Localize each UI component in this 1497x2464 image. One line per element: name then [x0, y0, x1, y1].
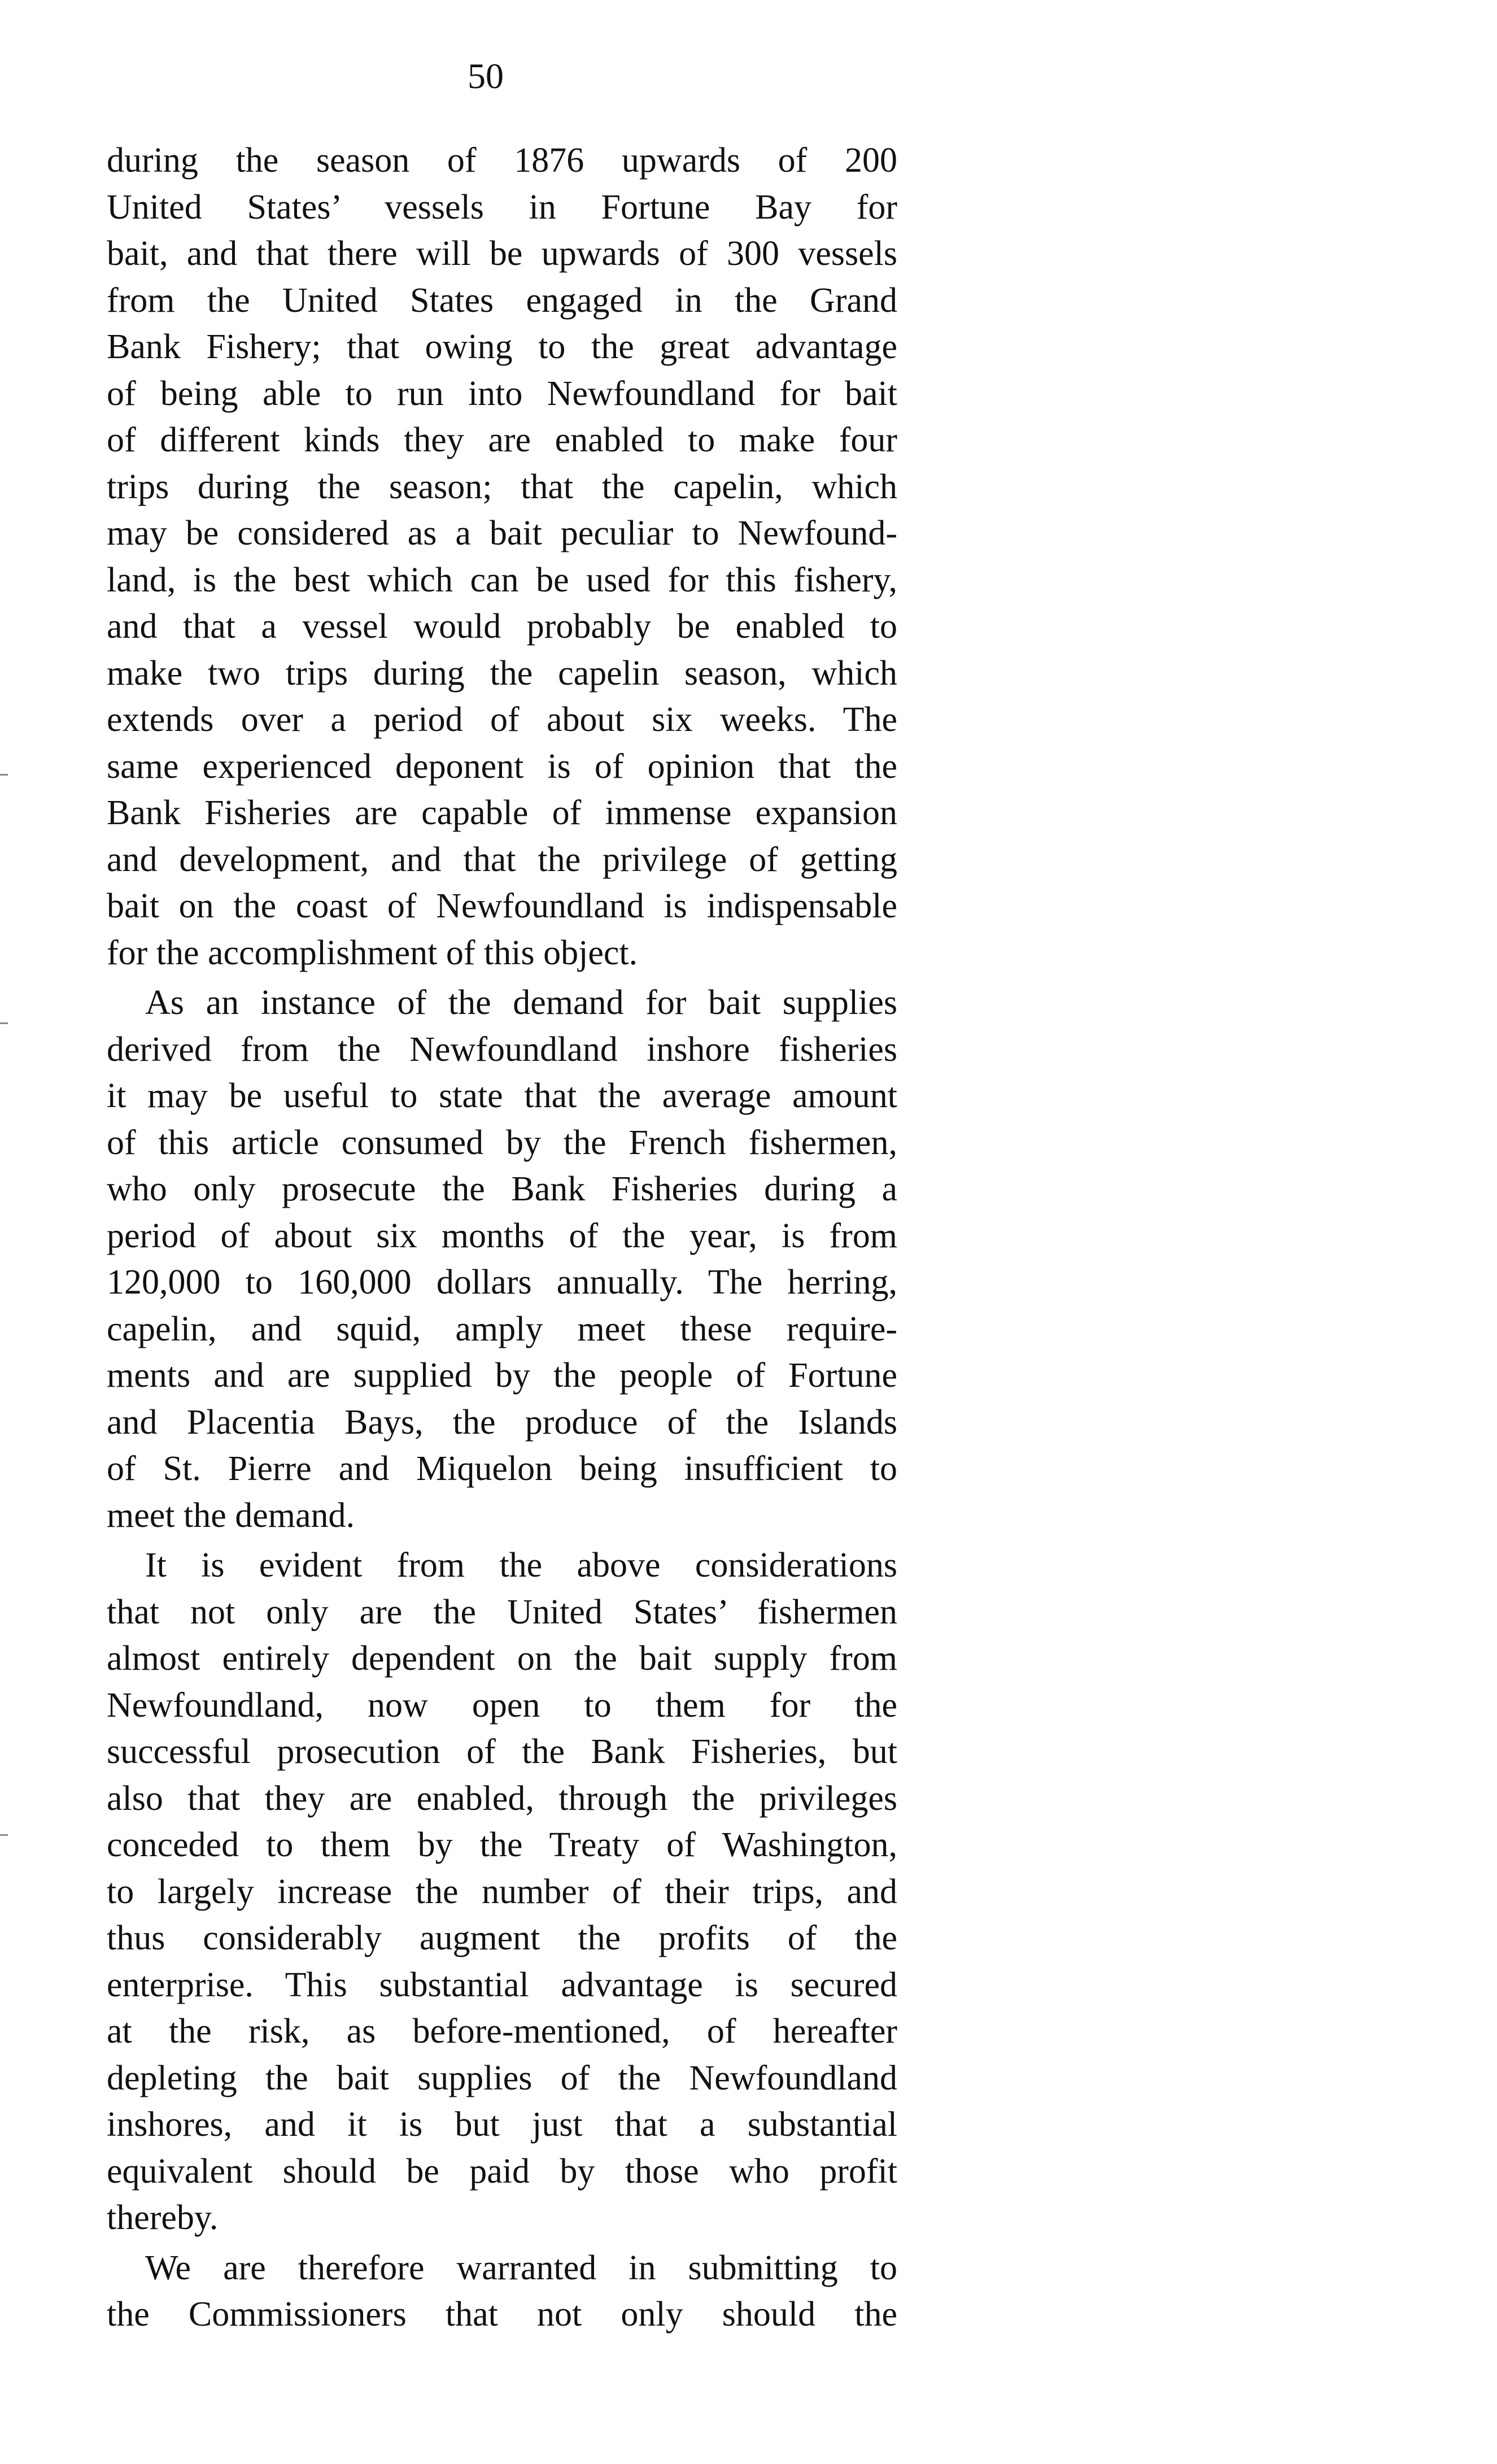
text-line: derived from the Newfoundland inshore fisheries [107, 1030, 897, 1069]
text-line: capelin, and squid, amply meet these require- [107, 1309, 897, 1348]
text-line: the Commissioners that not only should the [107, 2295, 897, 2334]
text-line: of being able to run into Newfoundland for bait [107, 374, 897, 413]
text-line: extends over a period of about six weeks. The [107, 700, 897, 739]
margin-mark [0, 1834, 8, 1836]
text-line: period of about six months of the year, is from [107, 1216, 897, 1255]
text-line: 120,000 to 160,000 dollars annually. The herring, [107, 1263, 897, 1301]
text-line: may be considered as a bait peculiar to Newfound- [107, 514, 897, 552]
text-line: it may be useful to state that the average amount [107, 1077, 897, 1115]
text-line: from the United States engaged in the Grand [107, 281, 897, 320]
text-line: bait, and that there will be upwards of 300 vessels [107, 234, 897, 273]
text-line: ments and are supplied by the people of Fortune [107, 1356, 897, 1395]
text-line: for the accomplishment of this object. [107, 933, 638, 972]
text-line: thus considerably augment the profits of the [107, 1919, 897, 1957]
text-line: of different kinds they are enabled to make four [107, 421, 897, 459]
text-line: It is evident from the above considerations [145, 1546, 897, 1584]
text-line: enterprise. This substantial advantage is secured [107, 1965, 897, 2004]
text-line: of St. Pierre and Miquelon being insufficient to [107, 1449, 897, 1488]
margin-mark [0, 774, 8, 776]
page-number: 50 [468, 56, 504, 96]
text-line: equivalent should be paid by those who profit [107, 2152, 897, 2191]
text-line: Newfoundland, now open to them for the [107, 1686, 897, 1725]
text-line: and that a vessel would probably be enabled to [107, 607, 897, 646]
text-line: successful prosecution of the Bank Fisheries, but [107, 1732, 897, 1771]
text-line: to largely increase the number of their trips, and [107, 1872, 897, 1911]
text-line: bait on the coast of Newfoundland is indispensable [107, 887, 897, 925]
text-line: almost entirely dependent on the bait supply from [107, 1639, 897, 1678]
margin-mark [0, 1022, 8, 1024]
text-line: We are therefore warranted in submitting to [145, 2248, 897, 2287]
text-line: meet the demand. [107, 1496, 355, 1535]
text-line: thereby. [107, 2199, 219, 2237]
text-line: during the season of 1876 upwards of 200 [107, 141, 897, 180]
text-line: who only prosecute the Bank Fisheries during a [107, 1170, 897, 1208]
text-line: at the risk, as before-mentioned, of hereafter [107, 2012, 897, 2051]
text-line: conceded to them by the Treaty of Washington, [107, 1826, 897, 1864]
body-text [107, 137, 897, 2338]
text-line: depleting the bait supplies of the Newfoundland [107, 2058, 897, 2097]
text-line: United States’ vessels in Fortune Bay for [107, 188, 897, 227]
text-line: of this article consumed by the French fishermen, [107, 1123, 897, 1162]
text-line: trips during the season; that the capelin, which [107, 467, 897, 506]
text-line: inshores, and it is but just that a substantial [107, 2105, 897, 2144]
text-line: Bank Fishery; that owing to the great advantage [107, 328, 897, 366]
text-line: As an instance of the demand for bait supplies [145, 983, 897, 1022]
text-line: also that they are enabled, through the privileges [107, 1779, 897, 1818]
text-line: and development, and that the privilege of getting [107, 840, 897, 879]
text-line: make two trips during the capelin season, which [107, 654, 897, 693]
text-line: land, is the best which can be used for this fishery, [107, 560, 897, 599]
text-line: that not only are the United States’ fishermen [107, 1592, 897, 1631]
text-line: Bank Fisheries are capable of immense expansion [107, 794, 897, 832]
text-line: and Placentia Bays, the produce of the Islands [107, 1403, 897, 1442]
text-line: same experienced deponent is of opinion that the [107, 747, 897, 786]
